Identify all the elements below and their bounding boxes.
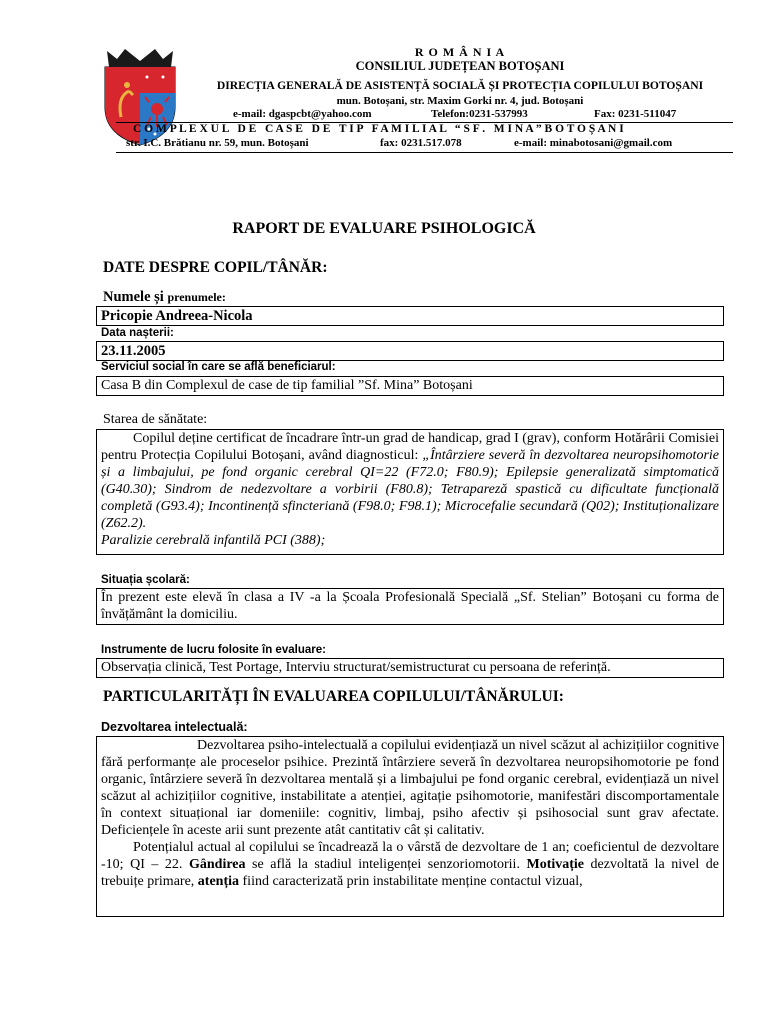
- service-field: Casa B din Complexul de case de tip familial ”Sf. Mina” Botoșani: [96, 376, 724, 396]
- header-fax: Fax: 0231-511047: [594, 108, 677, 120]
- health-diagnosis-extra: Paralizie cerebrală infantilă PCI (388);: [101, 533, 326, 548]
- header-directorate: DIRECȚIA GENERALĂ DE ASISTENȚĂ SOCIALĂ ȘI PROTECȚIA COPILULUI BOTOȘANI: [216, 79, 704, 92]
- health-text: Copilul deține certificat de încadrare într-un grad de handicap, grad I (grav), conform Hotărârii Comisiei pentru Protecția Copilului Botoșani, având diagnosticul:: [101, 431, 719, 463]
- tools-field: Observația clinică, Test Portage, Interviu structurat/semistructurat cu persoana de referință.: [96, 658, 724, 678]
- section-child-data: DATE DESPRE COPIL/TÂNĂR:: [103, 259, 328, 276]
- school-label: Situația școlară:: [101, 574, 190, 586]
- name-field: Pricopie Andreea-Nicola: [96, 306, 724, 326]
- intel-paragraph-1: Dezvoltarea psiho-intelectuală a copilului evidențiază un nivel scăzut al achizițiilor cognitive fără performanțe ale proceselor psihice. Prezintă întârziere severă în dezvoltarea neuropsihomotorie pe fond organic, întârziere severă în dezvoltarea mentală și a limbajului pe fond organic cerebral, evidențiază un nivel scăzut al achizițiilor cognitive, instabilitate a atenției, agitație psihomotorie, manifestări discomportamentale în context situațional iar domeniile: cognitiv, limbaj, psiho afectiv și psihosocial sunt grav afectate. Deficiențele în aceste arii sunt prezente atât cantitativ cât și calitativ.: [101, 738, 719, 838]
- header-council: CONSILIUL JUDEȚEAN BOTOȘANI: [355, 59, 565, 73]
- header-address: mun. Botoșani, str. Maxim Gorki nr. 4, jud. Botoșani: [336, 95, 584, 107]
- complex-email[interactable]: e-mail: minabotosani@gmail.com: [514, 137, 673, 149]
- service-label: Serviciul social în care se află beneficiarul:: [101, 361, 336, 373]
- header-complex: C O M P L E X U L D E C A S E D E T I P F A M I L I A L “ S F . M I N A ” B O T O Ș A N I: [133, 123, 624, 135]
- header-phone: Telefon:0231-537993: [431, 108, 528, 120]
- health-label: Starea de sănătate:: [103, 412, 208, 427]
- header-country: R O M Â N I A: [414, 45, 506, 59]
- complex-address: str. I.C. Brătianu nr. 59, mun. Botoșani: [126, 137, 309, 149]
- header-divider-bottom: [116, 152, 733, 153]
- dob-label: Data nașterii:: [101, 327, 174, 339]
- section-particularities: PARTICULARITĂȚI ÎN EVALUAREA COPILULUI/TÂNĂRULUI:: [103, 688, 564, 705]
- health-diagnosis: „Întârziere severă în dezvoltarea neuropsihomotorie și a limbajului, pe fond organic cerebral QI=22 (F72.0; F80.9); Epilepsie generalizată simptomatică (G40.30); Sindrom de nedezvoltare a vorbirii (F80.8); Tetrapareză spastică cu dificultate funcțională completă (G93.4); Incontinență sfincteriană (F98.0; F98.1); Microcefalie secundară (Q02); Instituționalizare (Z62.2).: [101, 448, 720, 531]
- report-title: RAPORT DE EVALUARE PSIHOLOGICĂ: [232, 220, 536, 237]
- dob-field: 23.11.2005: [96, 341, 724, 361]
- intel-label: Dezvoltarea intelectuală:: [101, 720, 248, 734]
- health-field: [96, 429, 724, 555]
- school-field: În prezent este elevă în clasa a IV -a la Școala Profesională Specială „Sf. Stelian” Botoșani cu forma de învățământ la domiciliu.: [96, 588, 724, 625]
- header-email[interactable]: e-mail: dgaspcbt@yahoo.com: [233, 108, 372, 120]
- intel-field: [96, 736, 724, 917]
- intel-paragraph-2: Potențialul actual al copilului se încadrează la o vârstă de dezvoltare de 1 an; coeficientul de dezvoltare -10; QI – 22. Gândirea se află la stadiul inteligenței senzoriomotorii. Motivație dezvoltată la nivel de trebuițe primare, atenția fiind caracterizată prin instabilitate menține contactul vizual,: [101, 840, 719, 889]
- name-label: Numele și prenumele:: [103, 289, 226, 305]
- tools-label: Instrumente de lucru folosite în evaluare:: [101, 644, 326, 656]
- complex-fax: fax: 0231.517.078: [380, 137, 462, 149]
